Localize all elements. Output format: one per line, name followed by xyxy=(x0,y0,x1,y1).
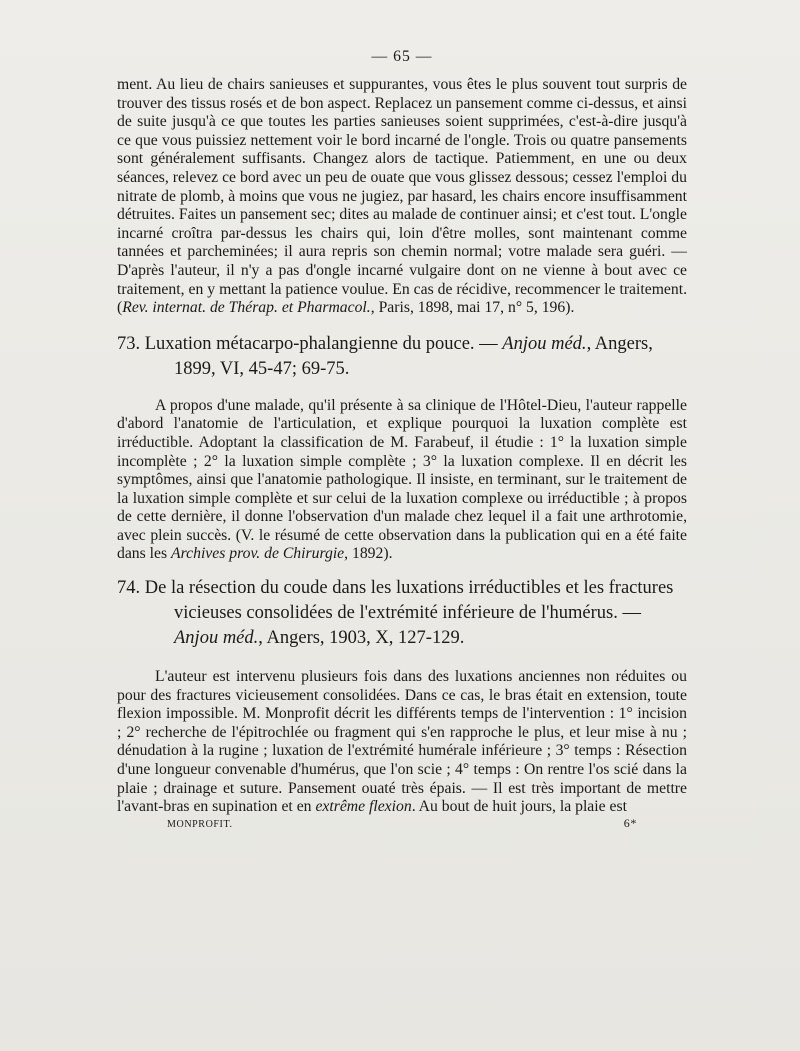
paragraph-text: A propos d'une malade, qu'il présente à sa clinique de l'Hôtel-Dieu, l'auteur rappelle d'abord l'anatomie de l'articulation, et explique pourquoi la luxation complète est irréductible. Adoptant la classification de M. Farabeuf, il étudie : 1° la luxation simple incomplète ; 2° la luxation simple complète ; 3° la luxation complexe. Il en décrit les symptômes, ainsi que l'anatomie pathologique. Il insiste, en terminant, sur le traitement de la luxation simple complète et sur celui de la luxation complexe ou irréductible ; à propos de cette dernière, il donne l'observation d'un malade chez lequel il a fait une arthrotomie, avec plein succès. (V. le résumé de cette observation dans la publication qui en a été faite dans les xyxy=(117,396,687,563)
entry-number: 73. xyxy=(117,333,141,354)
paragraph-text: L'auteur est intervenu plusieurs fois dans des luxations anciennes non réduites ou pour des fractures vicieusement consolidées. Dans ce cas, le bras était en extension, toute flexion impossible. M. Monprofit décrit les différents temps de l'intervention : 1° incision ; 2° recherche de l'épitrochlée ou fragment qui s'en rapproche le plus, et leur mise à nu ; dénudation à la rugine ; luxation de l'extrémité humérale inférieure ; 3° temps : Résection d'une longueur convenable d'humérus, que l'on scie ; 4° temps : On rentre l'os scié dans la plaie ; drainage et suture. Pansement ouaté très épais. — Il est très important de mettre l'avant-bras en supination et en xyxy=(117,668,687,816)
entry-details: , Angers, 1899, VI, 45-47; 69-75. xyxy=(174,333,653,379)
entry-74-heading xyxy=(117,576,687,651)
emphasis-text: extrême flexion xyxy=(315,798,412,816)
entry-title: Luxation métacarpo-phalangienne du pouce. — xyxy=(140,333,503,354)
sheet-mark: 6* xyxy=(623,815,637,830)
page-content xyxy=(117,48,687,833)
paragraph-tail: . Au bout de huit jours, la plaie est xyxy=(411,798,627,816)
reference-journal: Archives prov. de Chirurgie xyxy=(171,545,345,563)
reference-details: , 1892). xyxy=(344,545,393,563)
paragraph-luxation-pouce xyxy=(117,397,687,564)
entry-journal: Anjou méd. xyxy=(502,333,587,354)
paragraph-text: ment. Au lieu de chairs sanieuses et suppurantes, vous êtes le plus souvent tout surpris de trouver des tissus rosés et de bon aspect. Replacez un pansement comme ci-dessus, et ainsi de suite jusqu'à ce que toutes les parties sanieuses soient supprimées, c'est-à-dire jusqu'à ce que vous puissiez nettement voir le bord incarné de l'ongle. Trois ou quatre pansements sont généralement suffisants. Changez alors de tactique. Patiemment, en une ou deux séances, relevez ce bord avec un peu de ouate que vous glissez dessous; cessez l'emploi du nitrate de plomb, à moins que vous ne jugiez, par hasard, les chairs encore insuffisamment détruites. Faites un pansement sec; dites au malade de continuer ainsi; et c'est tout. L'ongle incarné croîtra par-dessus les chairs qui, loin d'être molles, sont maintenant comme tannées et parcheminées; il aura repris son chemin normal; votre malade sera guéri. — D'après l'auteur, il n'y a pas d'ongle incarné vulgaire dont on ne vienne à bout avec ce traitement, en y mettant la patience voulue. En cas de récidive, recommencer le traitement. xyxy=(117,76,687,298)
reference-details: , Paris, 1898, mai 17, n° 5, 196). xyxy=(370,299,575,317)
entry-details: , Angers, 1903, X, 127-129. xyxy=(258,628,465,649)
reference-open: ( xyxy=(117,299,123,317)
author-signature: MONPROFIT. xyxy=(167,818,233,830)
entry-journal: Anjou méd. xyxy=(174,628,259,649)
reference-journal: Rev. internat. de Thérap. et Pharmacol. xyxy=(122,299,371,317)
entry-title: De la résection du coude dans les luxations irréductibles et les fractures vicieuses consolidées de l'extrémité inférieure de l'humérus. — xyxy=(140,578,674,624)
page-number: — 65 — xyxy=(371,48,433,65)
entry-number: 74. xyxy=(117,578,141,599)
paragraph-ongle-incarne xyxy=(117,76,687,318)
paragraph-resection-coude xyxy=(117,668,687,817)
page-footer xyxy=(117,815,687,833)
entry-73-heading xyxy=(117,332,687,382)
